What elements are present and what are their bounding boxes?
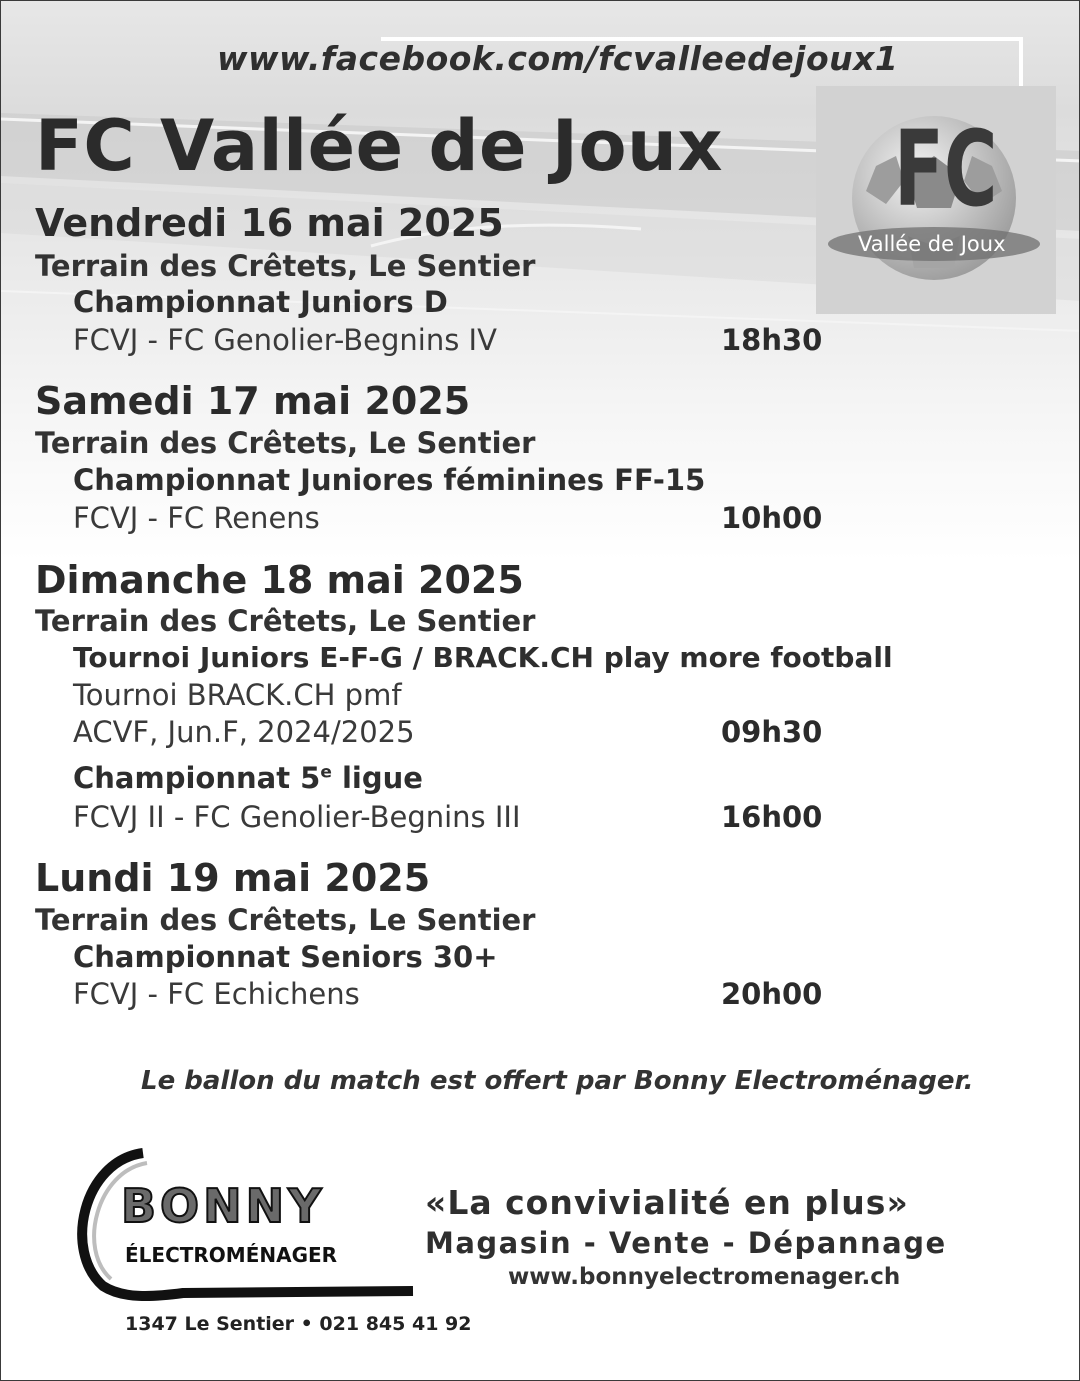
sponsor-note: Le ballon du match est offert par Bonny Electroménager. — [141, 1066, 974, 1096]
day-4-time: 20h00 — [721, 977, 823, 1011]
day-1-match: FCVJ - FC Genolier-Begnins IV — [73, 323, 497, 357]
bonny-address: 1347 Le Sentier • 021 845 41 92 — [125, 1313, 472, 1335]
website-link[interactable]: www.bonnyelectromenager.ch — [508, 1264, 901, 1290]
day-3-match-line2: ACVF, Jun.F, 2024/2025 — [73, 715, 415, 749]
day-1-competition: Championnat Juniors D — [73, 285, 448, 319]
day-1-date: Vendredi 16 mai 2025 — [35, 201, 504, 245]
day-3-match-2: FCVJ II - FC Genolier-Begnins III — [73, 800, 521, 834]
day-3-venue: Terrain des Crêtets, Le Sentier — [35, 604, 536, 638]
day-2-time: 10h00 — [721, 501, 823, 535]
club-title: FC Vallée de Joux — [35, 105, 724, 187]
day-3-date: Dimanche 18 mai 2025 — [35, 558, 524, 602]
day-2-date: Samedi 17 mai 2025 — [35, 379, 471, 423]
day-3-time-2: 16h00 — [721, 800, 823, 834]
day-1-time: 18h30 — [721, 323, 823, 357]
day-4-competition: Championnat Seniors 30+ — [73, 940, 498, 974]
day-3-competition-2: Championnat 5e ligue — [73, 761, 423, 795]
day-2-competition: Championnat Juniores féminines FF-15 — [73, 463, 706, 497]
club-logo — [816, 86, 1056, 314]
services: Magasin - Vente - Dépannage — [425, 1226, 947, 1260]
day-2-match: FCVJ - FC Renens — [73, 501, 320, 535]
logo-initials: FC — [894, 108, 998, 230]
day-4-venue: Terrain des Crêtets, Le Sentier — [35, 903, 536, 937]
slogan: «La convivialité en plus» — [425, 1183, 909, 1222]
facebook-url[interactable]: www.facebook.com/fcvalleedejoux1 — [217, 39, 899, 78]
day-4-date: Lundi 19 mai 2025 — [35, 856, 431, 900]
bonny-brand-name: BONNY — [121, 1179, 326, 1233]
bonny-brand-sub: ÉLECTROMÉNAGER — [125, 1243, 338, 1267]
day-3-match-line1: Tournoi BRACK.CH pmf — [73, 678, 402, 712]
logo-caption: Vallée de Joux — [858, 232, 1006, 256]
day-3-competition: Tournoi Juniors E-F-G / BRACK.CH play more football — [73, 641, 893, 674]
day-2-venue: Terrain des Crêtets, Le Sentier — [35, 426, 536, 460]
day-3-time: 09h30 — [721, 715, 823, 749]
day-4-match: FCVJ - FC Echichens — [73, 977, 360, 1011]
day-1-venue: Terrain des Crêtets, Le Sentier — [35, 249, 536, 283]
